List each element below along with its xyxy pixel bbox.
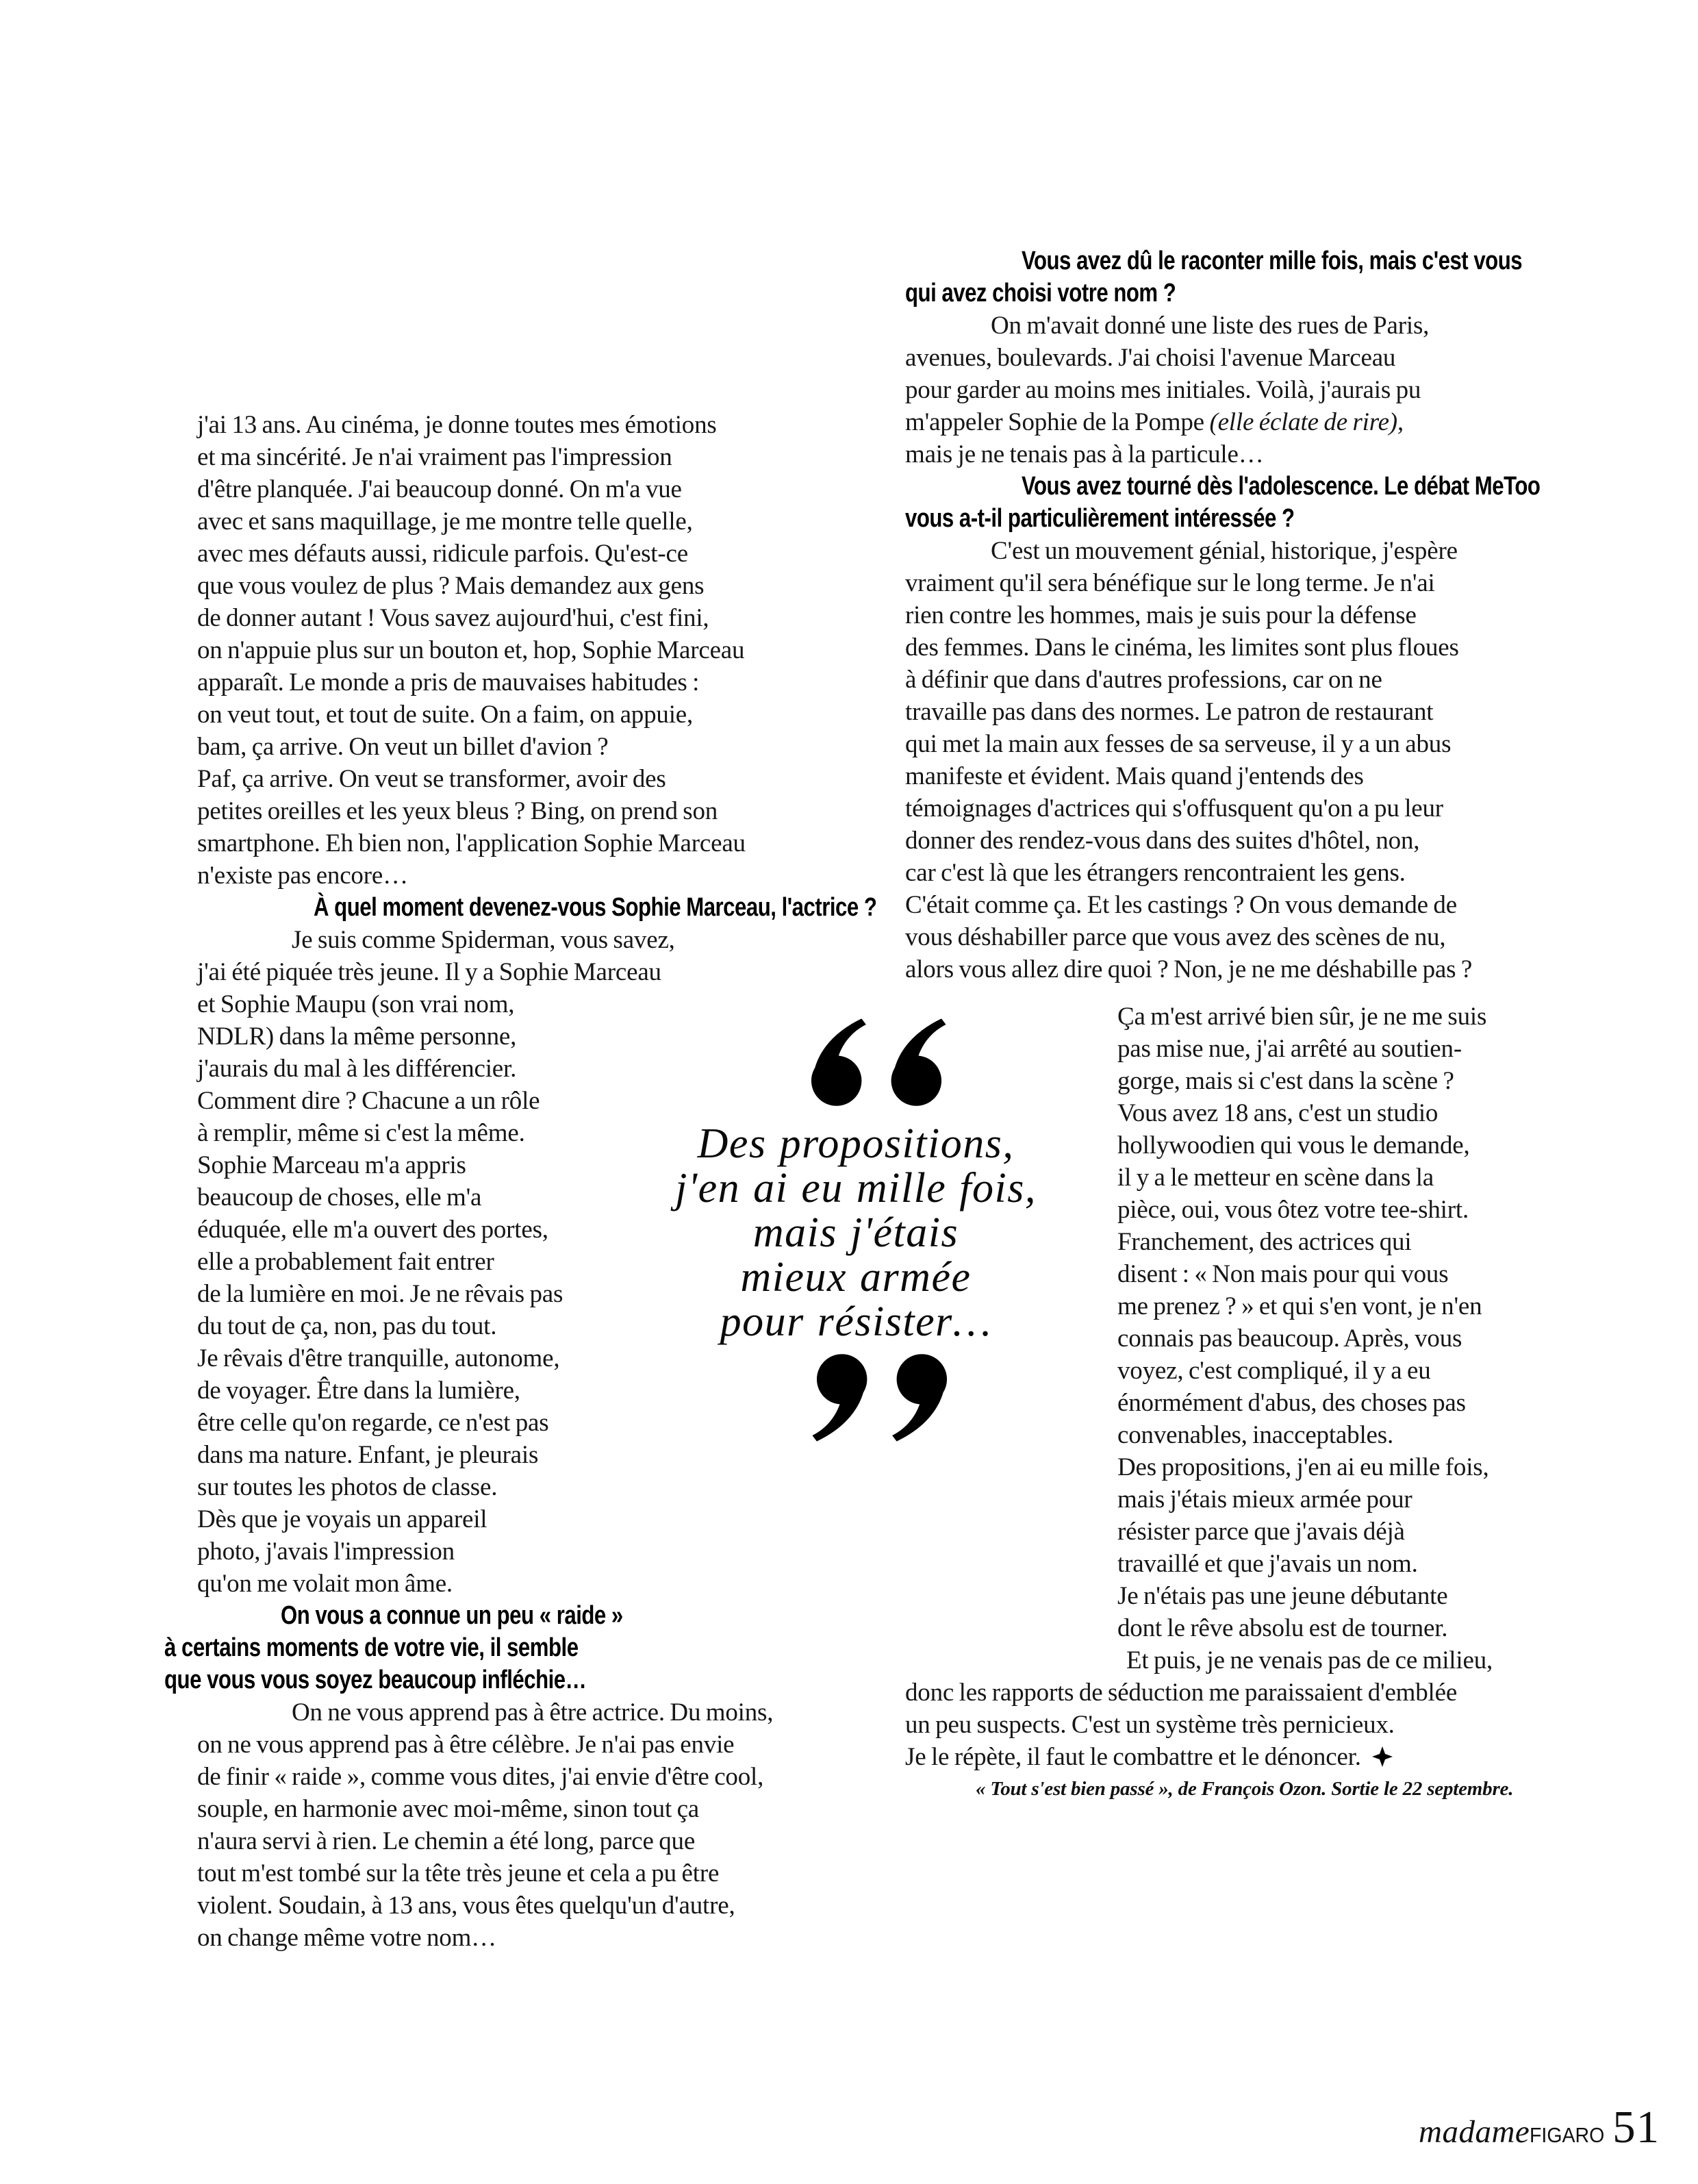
text-line: de la lumière en moi. Je ne rêvais pas [197, 1280, 563, 1308]
text-line: un peu suspects. C'est un système très pernicieux. [905, 1711, 1395, 1739]
text-line: bam, ça arrive. On veut un billet d'avion ? [197, 733, 609, 761]
right-column-answer-1 [905, 310, 1521, 470]
text-line: disent : « Non mais pour qui vous [1117, 1260, 1449, 1288]
text-line: petites oreilles et les yeux bleus ? Bing, on prend son [197, 797, 718, 825]
text-line: avec mes défauts aussi, ridicule parfois. Qu'est-ce [197, 540, 688, 568]
text-line: du tout de ça, non, pas du tout. [197, 1312, 497, 1340]
film-credit: « Tout s'est bien passé », de François Ozon. Sortie le 22 septembre. [976, 1778, 1514, 1800]
left-column-question-1 [197, 892, 877, 924]
text-line: j'aurais du mal à les différencier. [197, 1055, 517, 1083]
text-line: gorge, mais si c'est dans la scène ? [1117, 1067, 1454, 1095]
text-line: donc les rapports de séduction me paraissaient d'emblée [905, 1679, 1458, 1707]
text-line: n'aura servi à rien. Le chemin a été long, parce que [197, 1827, 696, 1855]
pull-quote [603, 1122, 1109, 1344]
text-line: pour résister… [720, 1298, 992, 1345]
text-segment: m'appeler Sophie de la Pompe [905, 408, 1210, 436]
text-line: Comment dire ? Chacune a un rôle [197, 1087, 540, 1115]
text-line: il y a le metteur en scène dans la [1117, 1164, 1434, 1192]
text-line: apparaît. Le monde a pris de mauvaises habitudes : [197, 668, 700, 696]
text-line: Des propositions, j'en ai eu mille fois, [1117, 1453, 1489, 1481]
text-line: Vous avez dû le raconter mille fois, mais c'est vous [1022, 247, 1523, 275]
right-column-question-1 [905, 245, 1521, 310]
text-line: des femmes. Dans le cinéma, les limites sont plus floues [905, 633, 1459, 662]
text-line: violent. Soudain, à 13 ans, vous êtes quelqu'un d'autre, [197, 1892, 735, 1920]
right-column-answer-2-wide [905, 535, 1521, 986]
text-line: tout m'est tombé sur la tête très jeune et cela a pu être [197, 1859, 720, 1887]
text-line: vous a-t-il particulièrement intéressée ? [905, 504, 1295, 533]
text-line: à certains moments de votre vie, il semble [164, 1633, 579, 1662]
text-line: j'en ai eu mille fois, [675, 1165, 1037, 1212]
text-line: convenables, inacceptables. [1117, 1421, 1393, 1449]
text-line: de voyager. Être dans la lumière, [197, 1377, 520, 1405]
text-line: Et puis, je ne venais pas de ce milieu, [1126, 1646, 1493, 1674]
text-line: dans ma nature. Enfant, je pleurais [197, 1441, 539, 1469]
text-line: C'était comme ça. Et les castings ? On vous demande de [905, 891, 1457, 919]
left-column-paragraph-1 [197, 409, 800, 892]
text-line: on veut tout, et tout de suite. On a faim, on appuie, [197, 701, 694, 729]
text-line: Des propositions, [697, 1120, 1015, 1167]
text-line: donner des rendez-vous dans des suites d'hôtel, non, [905, 827, 1420, 855]
text-line: de finir « raide », comme vous dites, j'ai envie d'être cool, [197, 1763, 764, 1791]
text-line: beaucoup de choses, elle m'a [197, 1183, 482, 1212]
text-line: et ma sincérité. Je n'ai vraiment pas l'impression [197, 443, 672, 471]
text-line: me prenez ? » et qui s'en vont, je n'en [1117, 1292, 1482, 1320]
text-line: pour garder au moins mes initiales. Voilà, j'aurais pu [905, 376, 1421, 404]
left-column-question-2 [164, 1600, 623, 1696]
text-line: et Sophie Maupu (son vrai nom, [197, 990, 515, 1018]
text-line: On vous a connue un peu « raide » [281, 1601, 623, 1630]
text-line: Dès que je voyais un appareil [197, 1505, 487, 1533]
text-line: hollywoodien qui vous le demande, [1117, 1131, 1470, 1159]
text-line: Je n'étais pas une jeune débutante [1117, 1582, 1448, 1610]
text-line: vous déshabiller parce que vous avez des scènes de nu, [905, 923, 1446, 951]
text-line: On ne vous apprend pas à être actrice. Du moins, [292, 1698, 774, 1727]
text-line: manifeste et évident. Mais quand j'entends des [905, 762, 1364, 790]
opening-quotes-icon [802, 1016, 950, 1107]
four-pointed-star-icon [1372, 1746, 1393, 1767]
text-line: j'ai 13 ans. Au cinéma, je donne toutes mes émotions [197, 411, 717, 439]
text-line: mieux armée [740, 1254, 972, 1301]
magazine-logo-figaro: FIGARO [1530, 2123, 1605, 2147]
text-line: alors vous allez dire quoi ? Non, je ne me déshabille pas ? [905, 955, 1473, 983]
text-line: Sophie Marceau m'a appris [197, 1151, 466, 1179]
text-line: Vous avez tourné dès l'adolescence. Le débat MeToo [1022, 472, 1541, 501]
text-line: à définir que dans d'autres professions, car on ne [905, 666, 1382, 694]
right-column-question-2 [905, 470, 1541, 535]
text-line: à remplir, même si c'est la même. [197, 1119, 525, 1147]
text-line [905, 406, 1521, 438]
text-line: éduquée, elle m'a ouvert des portes, [197, 1216, 548, 1244]
last-sentence: Je le répète, il faut le combattre et le dénoncer. [905, 1743, 1361, 1771]
text-line: Vous avez 18 ans, c'est un studio [1117, 1099, 1439, 1127]
right-column-answer-2-narrow [1117, 1001, 1521, 1644]
right-column-last-line [905, 1741, 1521, 1773]
text-line: être celle qu'on regarde, ce n'est pas [197, 1409, 549, 1437]
text-line: sur toutes les photos de classe. [197, 1473, 498, 1501]
text-line: dont le rêve absolu est de tourner. [1117, 1614, 1448, 1642]
text-line: mais je ne tenais pas à la particule… [905, 440, 1264, 468]
text-line: que vous voulez de plus ? Mais demandez aux gens [197, 572, 705, 600]
text-line: C'est un mouvement génial, historique, j'espère [991, 537, 1458, 565]
right-column-answer-2-indented-line [1126, 1644, 1530, 1677]
italic-text-segment: (elle éclate de rire), [1209, 408, 1404, 436]
text-line: on change même votre nom… [197, 1924, 496, 1952]
text-line: Franchement, des actrices qui [1117, 1228, 1412, 1256]
text-line: travaille pas dans des normes. Le patron de restaurant [905, 698, 1434, 726]
text-line: avenues, boulevards. J'ai choisi l'avenue Marceau [905, 344, 1396, 372]
text-line: pas mise nue, j'ai arrêté au soutien- [1117, 1035, 1462, 1063]
text-line: elle a probablement fait entrer [197, 1248, 494, 1276]
text-line: Paf, ça arrive. On veut se transformer, avoir des [197, 765, 666, 793]
text-line: on ne vous apprend pas à être célèbre. Je n'ai pas envie [197, 1731, 735, 1759]
text-line: NDLR) dans la même personne, [197, 1022, 517, 1051]
text-line: On m'avait donné une liste des rues de Paris, [991, 312, 1430, 340]
text-line: qui met la main aux fesses de sa serveuse, il y a un abus [905, 730, 1452, 758]
text-line: travaillé et que j'avais un nom. [1117, 1550, 1418, 1578]
text-line: résister parce que j'avais déjà [1117, 1518, 1405, 1546]
text-line: car c'est là que les étrangers rencontraient les gens. [905, 859, 1406, 887]
text-line: mais j'étais [752, 1209, 959, 1256]
text-line: d'être planquée. J'ai beaucoup donné. On m'a vue [197, 475, 682, 503]
text-line: À quel moment devenez-vous Sophie Marceau, l'actrice ? [314, 893, 877, 922]
magazine-logo-madame: madame [1419, 2114, 1530, 2150]
text-line: de donner autant ! Vous savez aujourd'hui, c'est fini, [197, 604, 709, 632]
text-line: avec et sans maquillage, je me montre telle quelle, [197, 507, 693, 536]
text-line: Je suis comme Spiderman, vous savez, [292, 926, 675, 954]
page-footer [1419, 2101, 1660, 2154]
text-line: on n'appuie plus sur un bouton et, hop, Sophie Marceau [197, 636, 745, 664]
text-line: Je rêvais d'être tranquille, autonome, [197, 1344, 560, 1372]
left-column-answer-2 [197, 1696, 800, 1954]
text-line: qu'on me volait mon âme. [197, 1570, 453, 1598]
text-line: photo, j'avais l'impression [197, 1537, 455, 1566]
text-line: souple, en harmonie avec moi-même, sinon tout ça [197, 1795, 700, 1823]
text-line: voyez, c'est compliqué, il y a eu [1117, 1357, 1431, 1385]
text-line: pièce, oui, vous ôtez votre tee-shirt. [1117, 1196, 1469, 1224]
closing-quotes-icon [808, 1353, 956, 1444]
text-line: n'existe pas encore… [197, 862, 408, 890]
text-line: j'ai été piquée très jeune. Il y a Sophie Marceau [197, 958, 661, 986]
text-line: mais j'étais mieux armée pour [1117, 1485, 1412, 1514]
text-line: que vous vous soyez beaucoup infléchie… [164, 1666, 587, 1694]
text-line: énormément d'abus, des choses pas [1117, 1389, 1466, 1417]
text-line: qui avez choisi votre nom ? [905, 279, 1176, 307]
text-line: témoignages d'actrices qui s'offusquent qu'on a pu leur [905, 794, 1443, 823]
text-line: connais pas beaucoup. Après, vous [1117, 1325, 1462, 1353]
page-number: 51 [1612, 2102, 1660, 2152]
left-column-answer-1-narrow [197, 988, 622, 1600]
text-line: rien contre les hommes, mais je suis pour la défense [905, 601, 1417, 629]
text-line: Ça m'est arrivé bien sûr, je ne me suis [1117, 1003, 1487, 1031]
left-column-answer-1-wide [197, 924, 800, 988]
right-column-answer-2-end [905, 1677, 1521, 1741]
text-line: smartphone. Eh bien non, l'application Sophie Marceau [197, 829, 746, 857]
text-line [905, 1741, 1521, 1773]
text-line: vraiment qu'il sera bénéfique sur le long terme. Je n'ai [905, 569, 1435, 597]
